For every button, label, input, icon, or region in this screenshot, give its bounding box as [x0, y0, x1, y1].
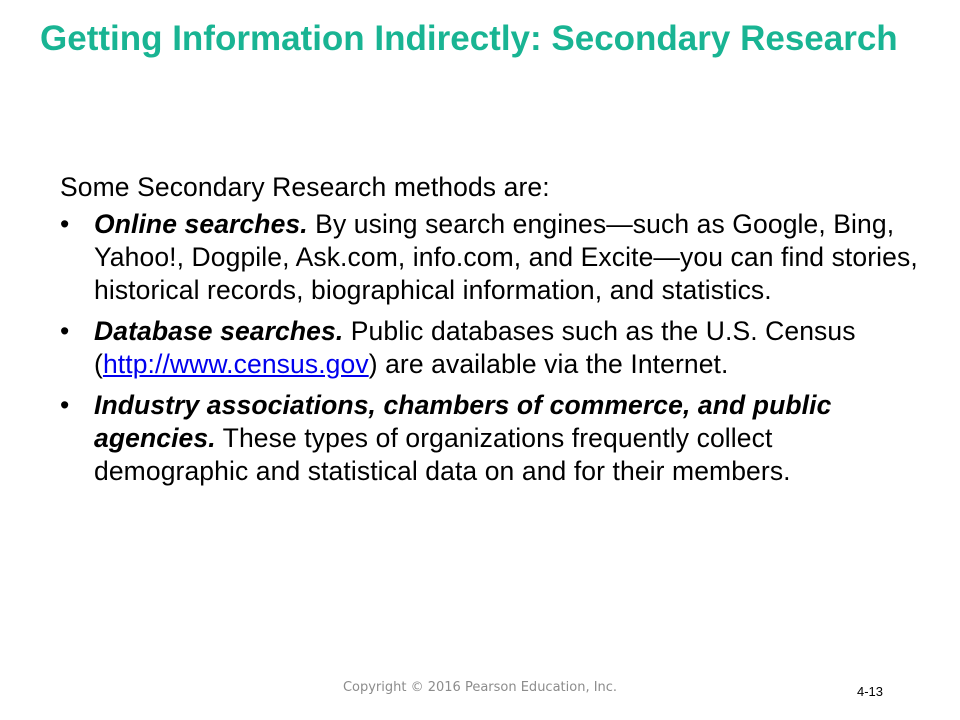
bullet-icon: •	[60, 316, 70, 346]
copyright-footer: Copyright © 2016 Pearson Education, Inc.	[342, 680, 618, 695]
bullet-icon: •	[60, 390, 70, 420]
bullet-text: By using search engines—such as Google, Bing, Yahoo!, Dogpile, Ask.com, info.com, and Excite—you can find stories, historical records, biographical information, and statistics.	[94, 209, 918, 305]
bullet-text: ) are available via the Internet.	[368, 349, 729, 379]
intro-text: Some Secondary Research methods are:	[60, 172, 550, 202]
slide-body	[60, 171, 920, 496]
bullet-database-searches	[60, 315, 920, 381]
bullet-lead: Online searches.	[94, 209, 308, 239]
slide-title: Getting Information Indirectly: Secondary Research	[40, 19, 898, 58]
bullet-online-searches	[60, 208, 920, 307]
bullet-industry-associations	[60, 389, 920, 488]
page-number: 4-13	[857, 684, 884, 699]
bullet-list	[60, 208, 920, 488]
bullet-text: Public databases such as the U.S. Census (	[94, 316, 856, 379]
census-link[interactable]: http://www.census.gov	[102, 349, 369, 379]
bullet-icon: •	[60, 209, 70, 239]
bullet-lead: Database searches.	[94, 316, 344, 346]
bullet-text: These types of organizations frequently collect demographic and statistical data on and for their members.	[94, 423, 791, 486]
bullet-lead: Industry associations, chambers of commerce, and public agencies.	[94, 390, 832, 453]
